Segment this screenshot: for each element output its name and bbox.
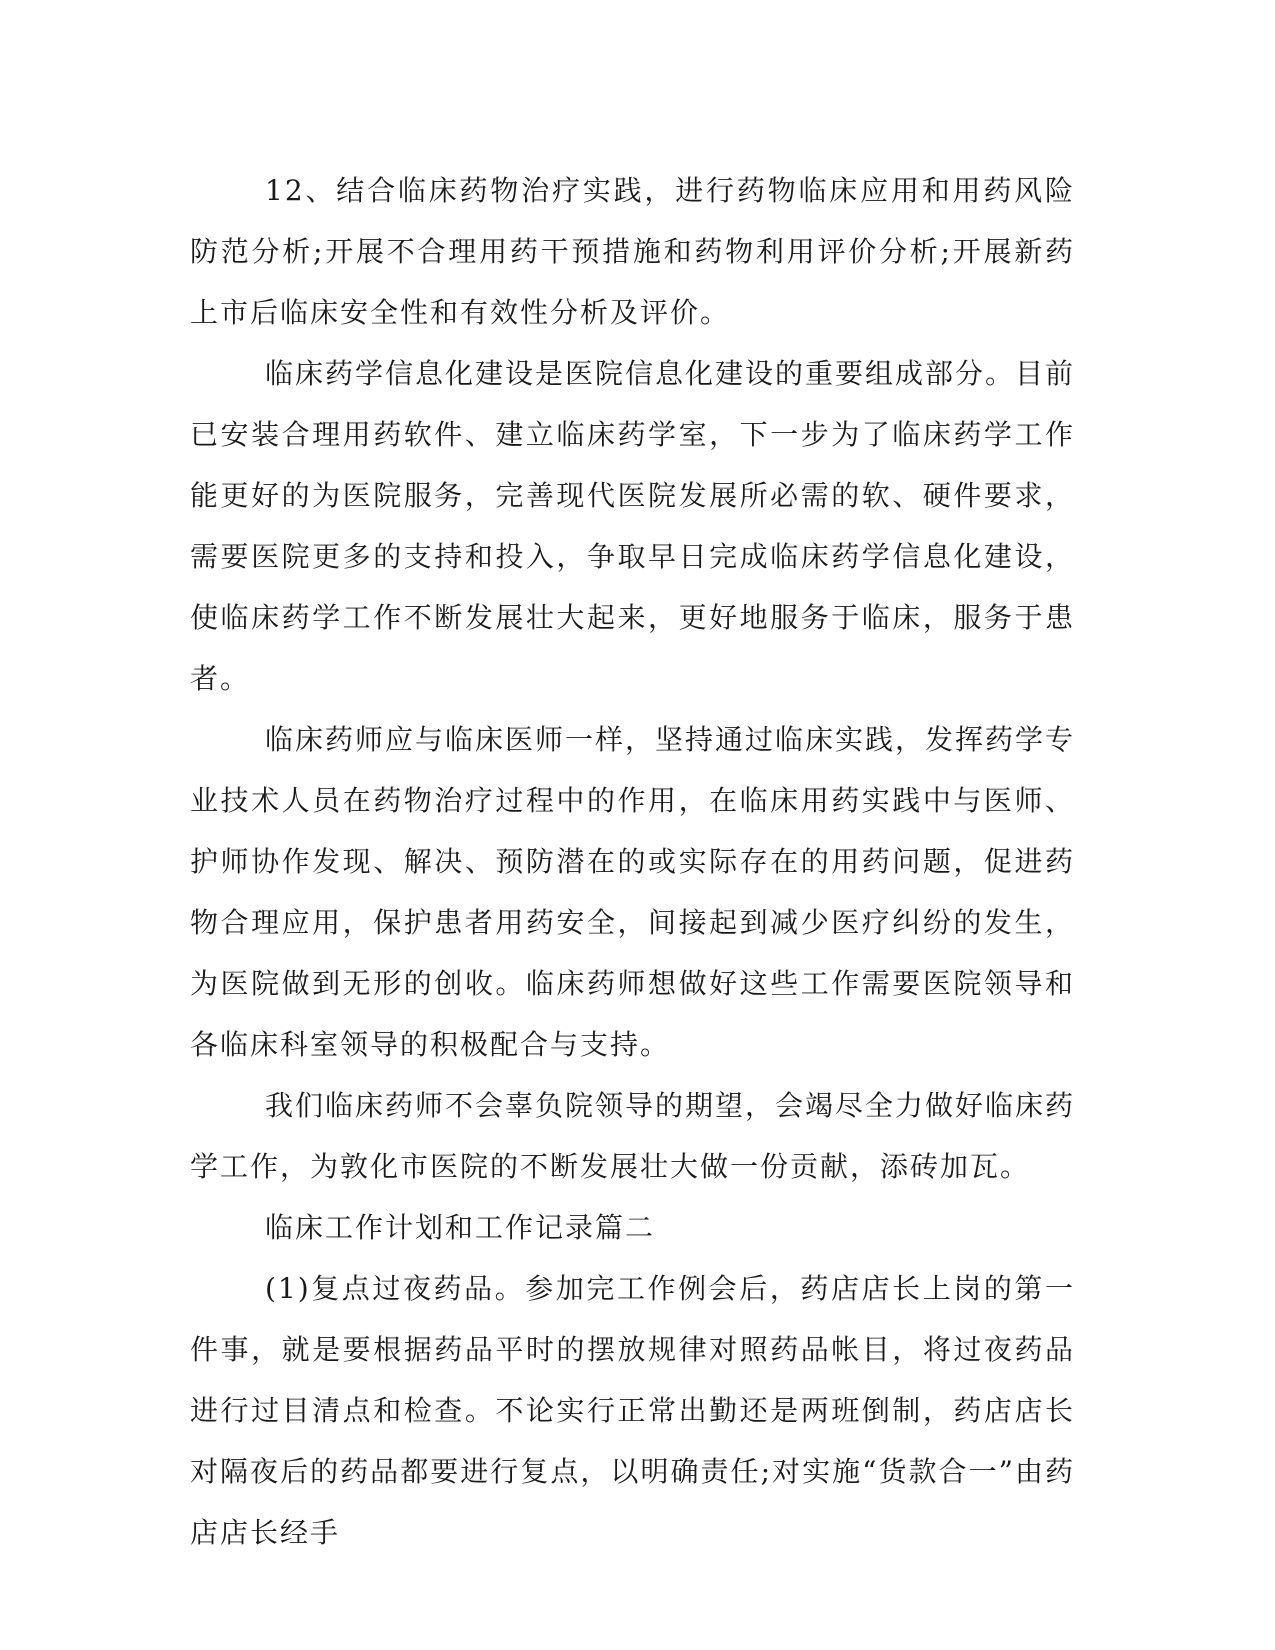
document-body: [190, 160, 1075, 1563]
paragraph-clinical-pharmacist-role: 临床药师应与临床医师一样，坚持通过临床实践，发挥药学专业技术人员在药物治疗过程中的作用，在临床用药实践中与医师、护师协作发现、解决、预防潜在的或实际存在的用药问题，促进药物合理应用，保护患者用药安全，间接起到减少医疗纠纷的发生，为医院做到无形的创收。临床药师想做好这些工作需要医院领导和各临床科室领导的积极配合与支持。: [190, 723, 1076, 1061]
paragraph-commitment: 我们临床药师不会辜负院领导的期望，会竭尽全力做好临床药学工作，为敦化市医院的不断发展壮大做一份贡献，添砖加瓦。: [190, 1089, 1076, 1183]
paragraph-item-12: 12、结合临床药物治疗实践，进行药物临床应用和用药风险防范分析;开展不合理用药干预措施和药物利用评价分析;开展新药上市后临床安全性和有效性分析及评价。: [190, 174, 1075, 329]
paragraph-informatization: 临床药学信息化建设是医院信息化建设的重要组成部分。目前已安装合理用药软件、建立临床药学室，下一步为了临床药学工作能更好的为医院服务，完善现代医院发展所必需的软、硬件要求，需要医院更多的支持和投入，争取早日完成临床药学信息化建设，使临床药学工作不断发展壮大起来，更好地服务于临床，服务于患者。: [190, 357, 1076, 695]
section-heading: 临床工作计划和工作记录篇二: [265, 1211, 656, 1244]
paragraph-recount-medicines: (1)复点过夜药品。参加完工作例会后，药店店长上岗的第一件事，就是要根据药品平时的摆放规律对照药品帐目，将过夜药品进行过目清点和检查。不论实行正常出勤还是两班倒制，药店店长对隔夜后的药品都要进行复点，以明确责任;对实施“货款合一”由药店店长经手: [190, 1272, 1075, 1549]
